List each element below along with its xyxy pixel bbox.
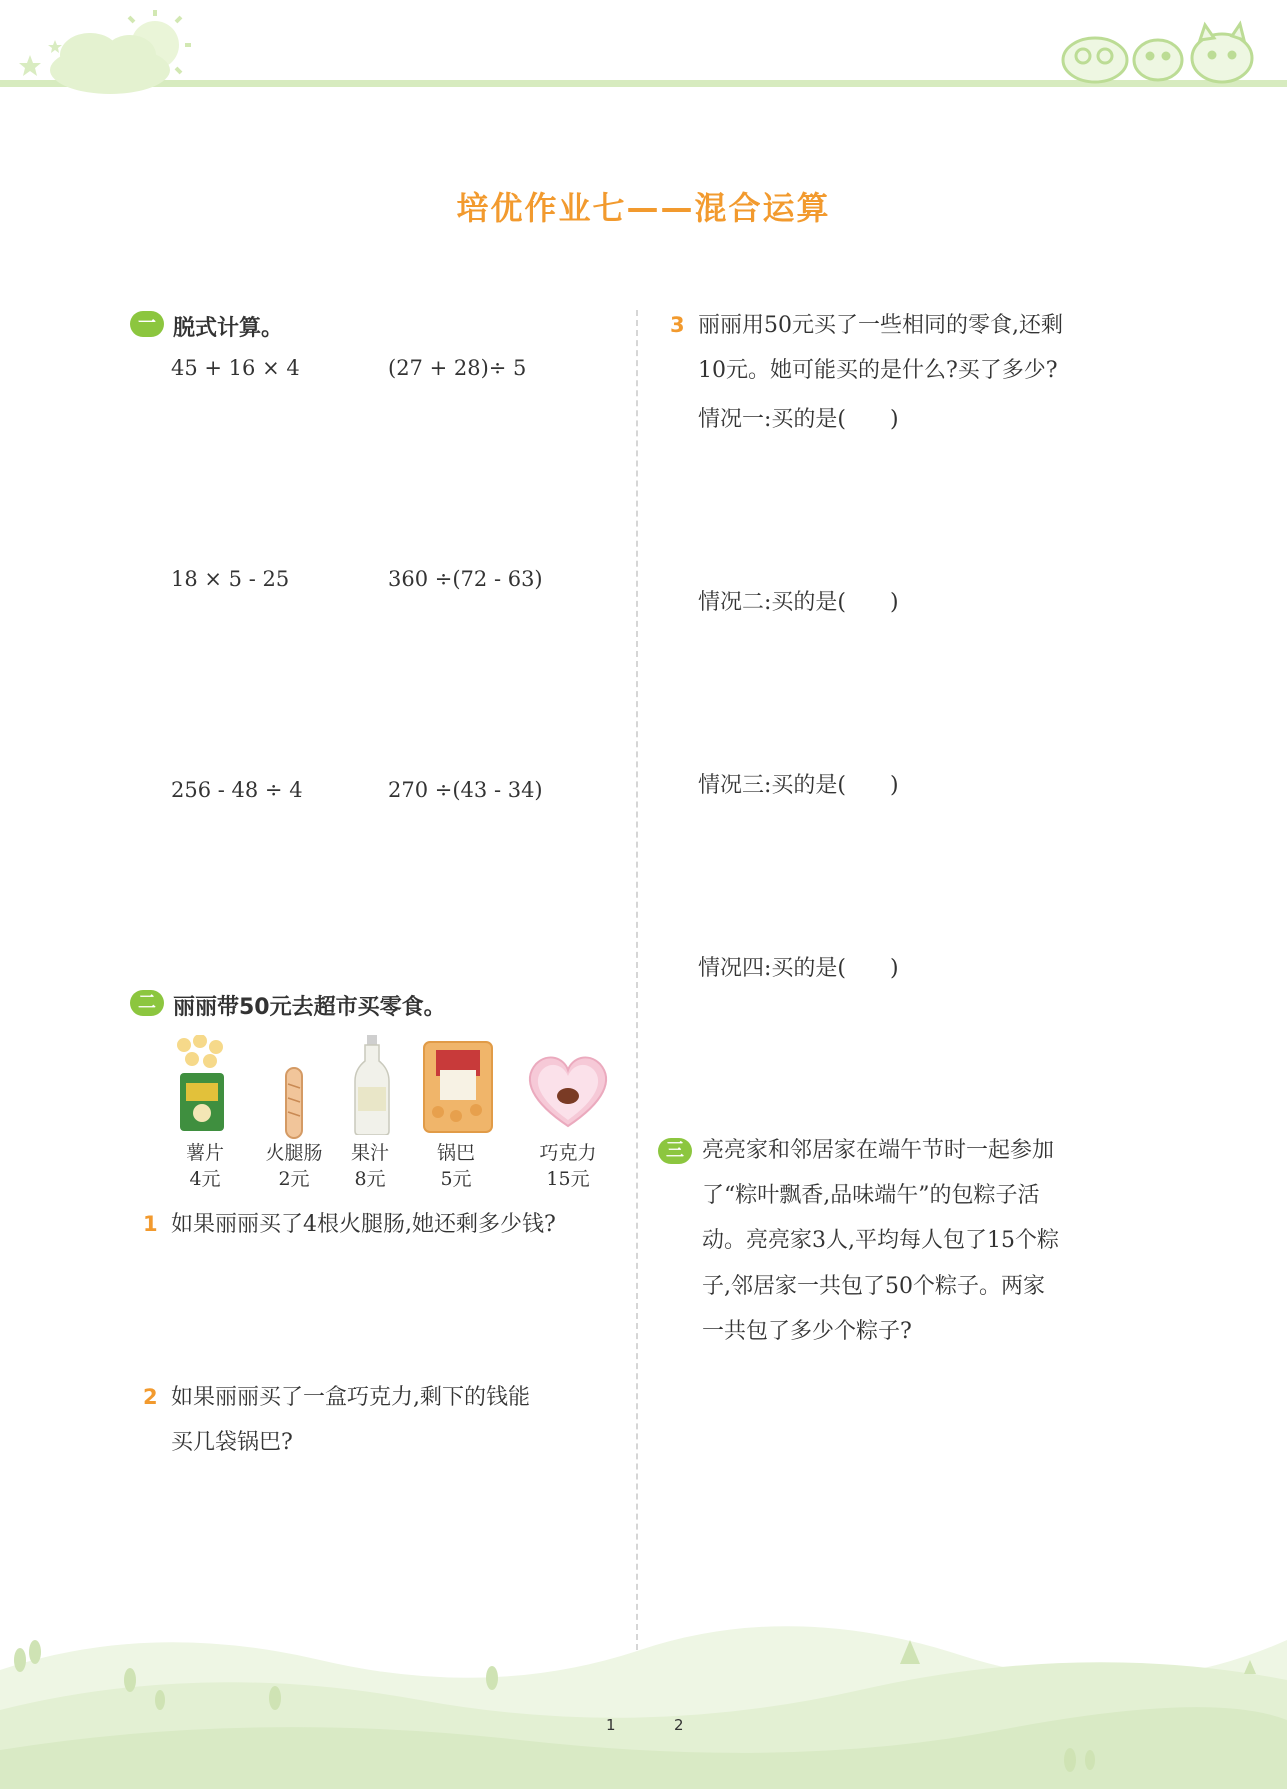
product-label-chips bbox=[170, 1140, 240, 1192]
product-name: 火腿肠 bbox=[265, 1142, 323, 1164]
section-heading-2: 丽丽带50元去超市买零食。 bbox=[173, 995, 446, 1020]
question-3-line-2: 10元。她可能买的是什么?买了多少? bbox=[698, 358, 1058, 383]
case-2: 情况二:买的是( ) bbox=[698, 590, 899, 615]
product-price: 5元 bbox=[440, 1168, 472, 1190]
question-number-1: 1 bbox=[143, 1212, 158, 1236]
product-name: 果汁 bbox=[350, 1142, 389, 1164]
expression-2: (27 + 28)÷ 5 bbox=[388, 356, 527, 380]
question-1-text: 如果丽丽买了4根火腿肠,她还剩多少钱? bbox=[171, 1212, 556, 1237]
case-1: 情况一:买的是( ) bbox=[698, 407, 899, 432]
footer-hills-decoration bbox=[0, 1600, 1287, 1789]
product-price: 15元 bbox=[546, 1168, 590, 1190]
section-3-line-3: 动。亮亮家3人,平均每人包了15个粽 bbox=[702, 1228, 1059, 1253]
sausage-icon bbox=[282, 1064, 306, 1142]
case-4: 情况四:买的是( ) bbox=[698, 956, 899, 981]
section-3-line-2: 了“粽叶飘香,品味端午”的包粽子活 bbox=[702, 1183, 1040, 1208]
product-name: 巧克力 bbox=[539, 1142, 597, 1164]
page-title: 培优作业七——混合运算 bbox=[456, 189, 831, 227]
chips-bag-icon bbox=[172, 1035, 232, 1135]
product-price: 2元 bbox=[278, 1168, 310, 1190]
expression-3: 18 × 5 - 25 bbox=[171, 567, 290, 591]
product-label-crispy-rice bbox=[421, 1140, 491, 1192]
question-number-2: 2 bbox=[143, 1385, 158, 1409]
section-3-line-4: 子,邻居家一共包了50个粽子。两家 bbox=[702, 1274, 1045, 1299]
cartoon-animals-icon bbox=[1063, 24, 1252, 82]
question-2-line-1: 如果丽丽买了一盒巧克力,剩下的钱能 bbox=[171, 1385, 530, 1410]
section-badge-1: 一 bbox=[130, 311, 164, 337]
chocolate-heart-box-icon bbox=[522, 1050, 614, 1130]
crispy-rice-bag-icon bbox=[422, 1040, 494, 1134]
product-name: 锅巴 bbox=[436, 1142, 475, 1164]
section-3-line-5: 一共包了多少个粽子? bbox=[702, 1319, 912, 1344]
section-heading-1: 脱式计算。 bbox=[173, 316, 284, 341]
question-number-3: 3 bbox=[670, 313, 685, 337]
product-price: 4元 bbox=[189, 1168, 221, 1190]
expression-5: 256 - 48 ÷ 4 bbox=[171, 778, 303, 802]
product-name: 薯片 bbox=[185, 1142, 224, 1164]
expression-6: 270 ÷(43 - 34) bbox=[388, 778, 543, 802]
section-badge-2: 二 bbox=[130, 990, 164, 1016]
expression-1: 45 + 16 × 4 bbox=[171, 356, 300, 380]
juice-bottle-icon bbox=[354, 1035, 390, 1135]
page-number-right: 2 bbox=[674, 1716, 684, 1734]
question-3-line-1: 丽丽用50元买了一些相同的零食,还剩 bbox=[698, 313, 1063, 338]
page-number-left: 1 bbox=[606, 1716, 616, 1734]
product-label-sausage bbox=[256, 1140, 332, 1192]
case-3: 情况三:买的是( ) bbox=[698, 773, 899, 798]
header-decoration bbox=[0, 0, 1287, 110]
expression-4: 360 ÷(72 - 63) bbox=[388, 567, 543, 591]
column-divider bbox=[636, 310, 638, 1650]
product-price: 8元 bbox=[354, 1168, 386, 1190]
question-2-line-2: 买几袋锅巴? bbox=[171, 1430, 293, 1455]
product-label-juice bbox=[335, 1140, 405, 1192]
product-label-chocolate bbox=[526, 1140, 610, 1192]
section-badge-3: 三 bbox=[658, 1138, 692, 1164]
section-3-line-1: 亮亮家和邻居家在端午节时一起参加 bbox=[702, 1138, 1055, 1163]
